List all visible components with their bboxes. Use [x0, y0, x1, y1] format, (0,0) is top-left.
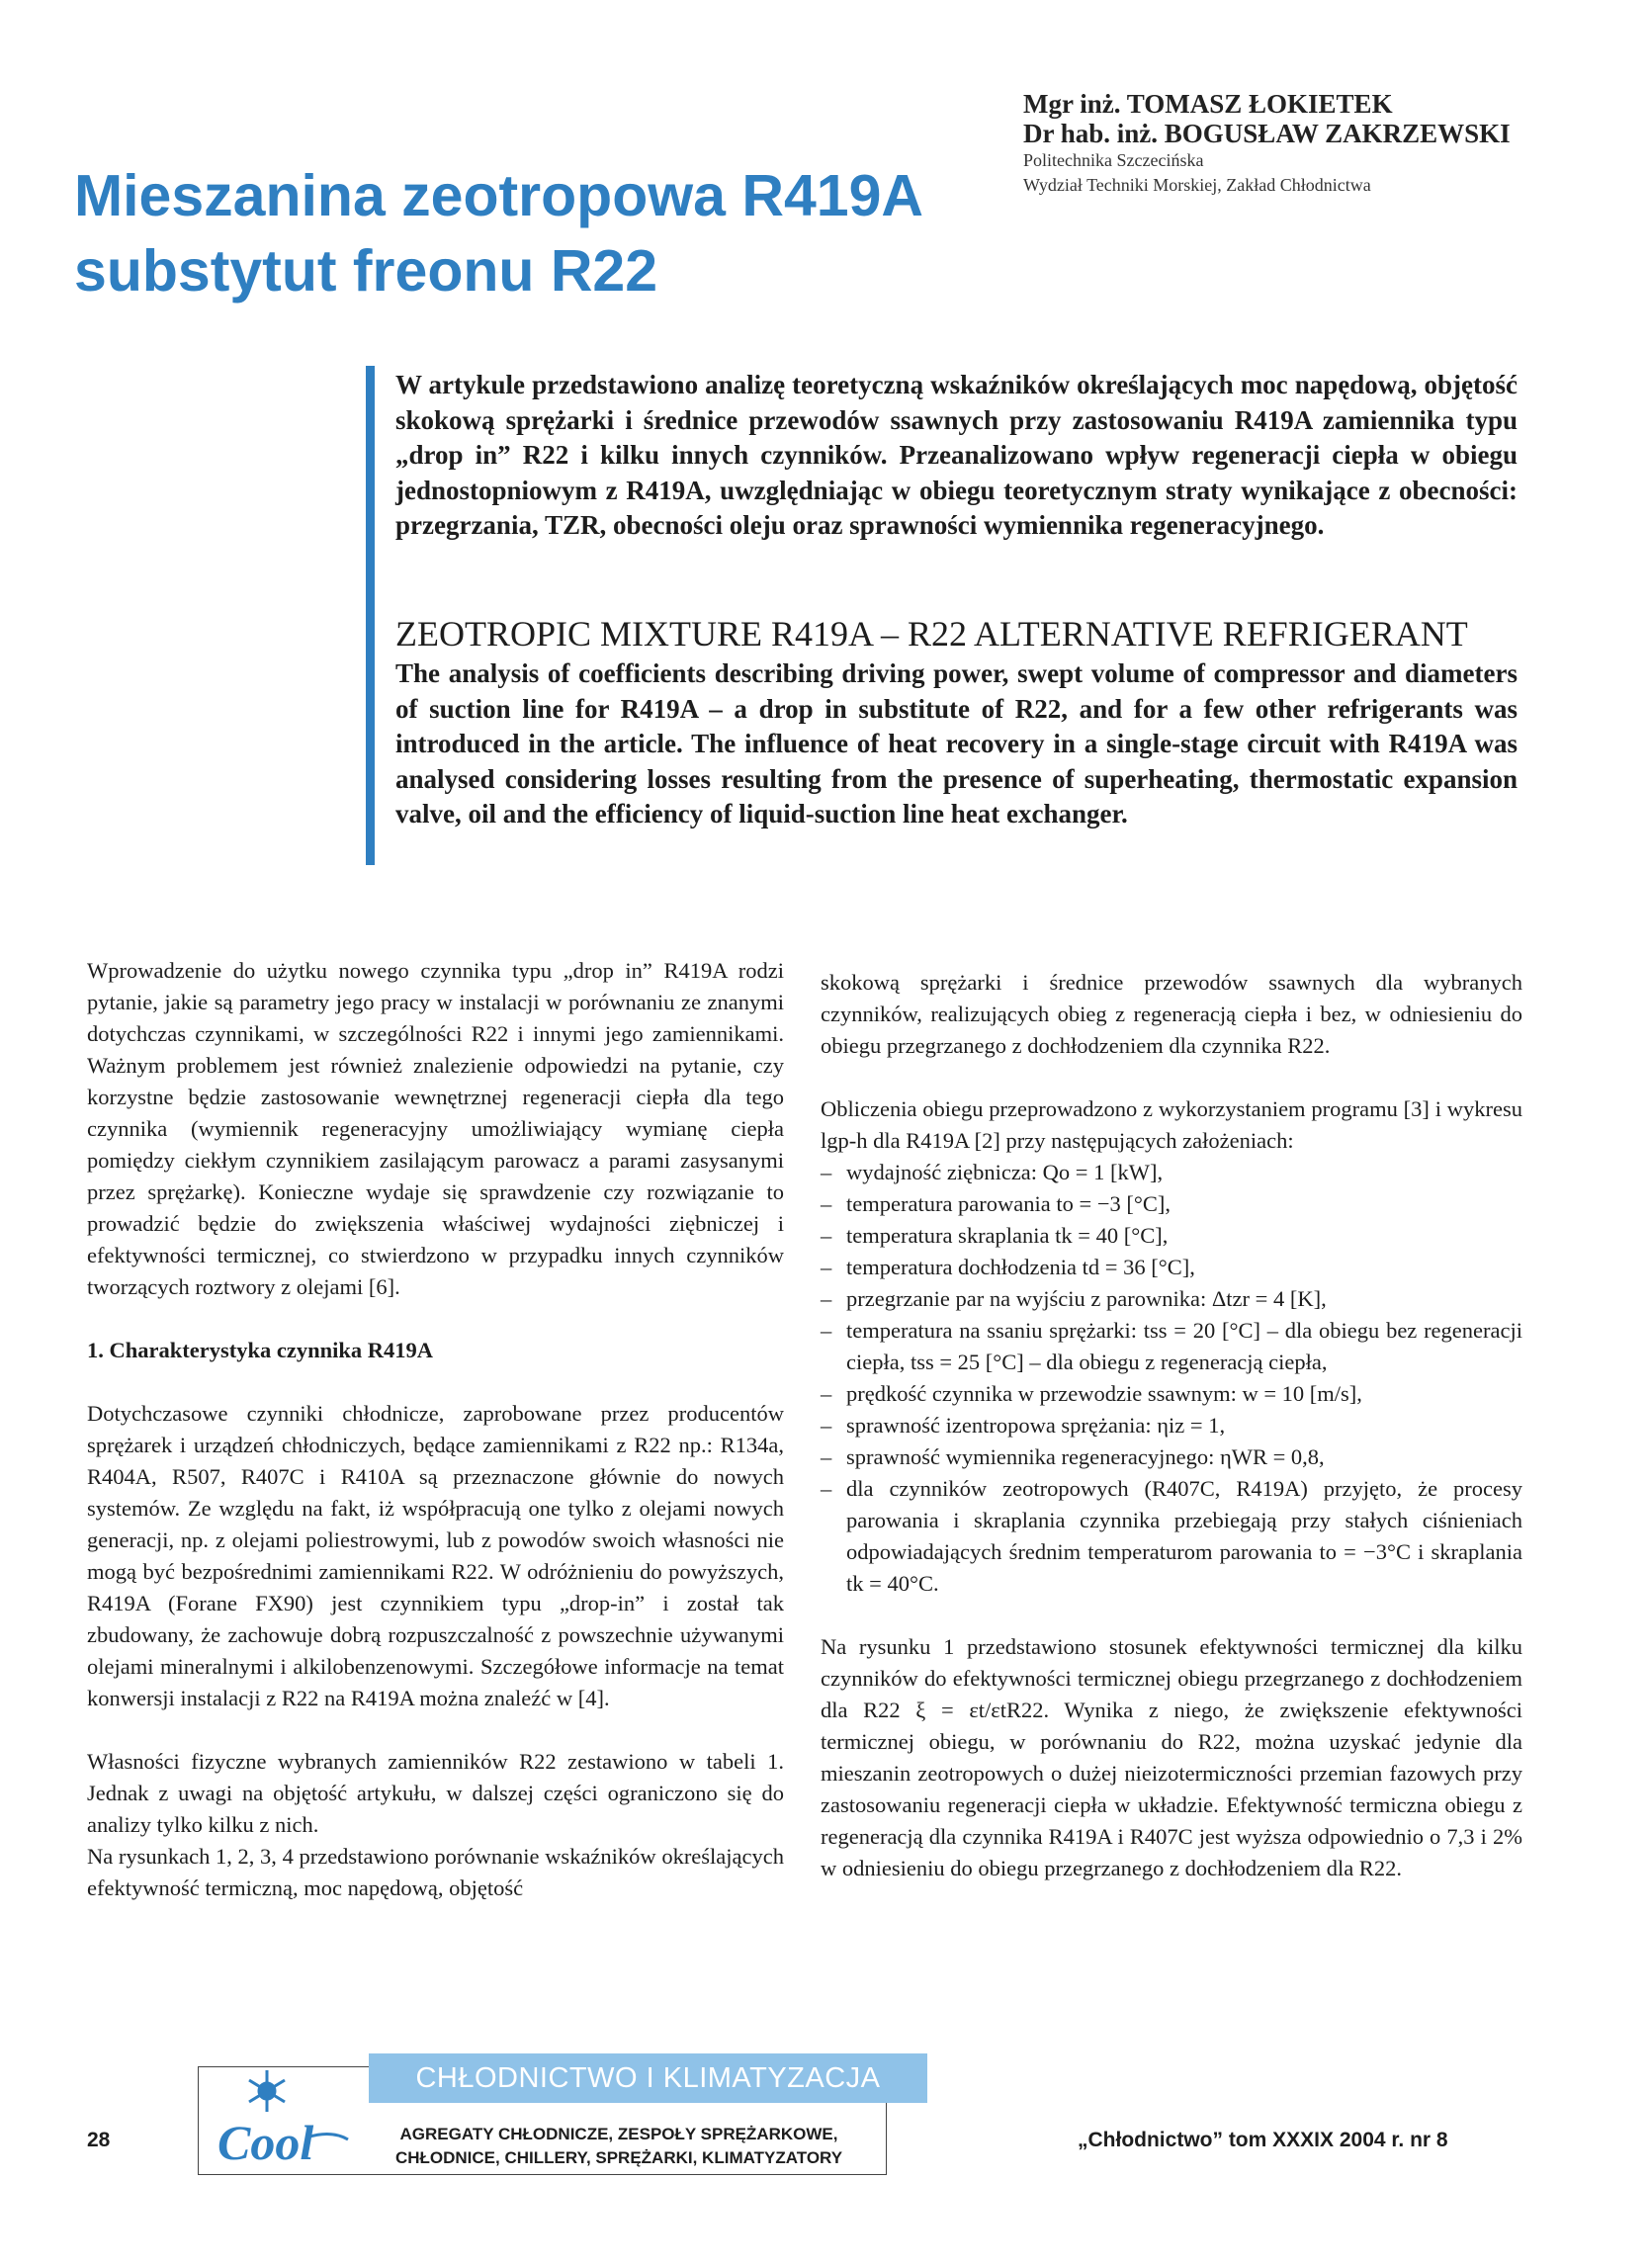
author-2: Dr hab. inż. BOGUSŁAW ZAKRZEWSKI	[1023, 119, 1511, 148]
snowflake-icon	[249, 2070, 285, 2112]
paragraph: Obliczenia obiegu przeprowadzono z wykorzystaniem programu [3] i wykresu lgp-h dla R419A [2] przy następujących założeniach:	[821, 1096, 1522, 1153]
paragraph: Na rysunkach 1, 2, 3, 4 przedstawiono porównanie wskaźników określających efektywność termiczną, moc napędową, objętość	[87, 1844, 784, 1900]
paragraph: Na rysunku 1 przedstawiono stosunek efektywności termicznej dla kilku czynników do efektywności termicznej obiegu przegrzanego z dochłodzeniem dla R22 ξ = εt/εtR22. Wynika z niego, że zwiększenie efektywności termicznej obiegu, w porównaniu do R22, można uzyskać jedynie dla mieszanin zeotropowych o dużej nieizotermiczności przemian fazowych przy zastosowaniu regeneracji ciepła w układzie. Efektywność termiczna obiegu z regeneracją dla czynnika R419A i R407C jest wyższa odpowiednio o 7,3 i 2% w odniesieniu do obiegu przegrzanego z dochłodzeniem dla R22.	[821, 1634, 1522, 1880]
paragraph: Dotychczasowe czynniki chłodnicze, zaprobowane przez producentów sprężarek i urządzeń chłodniczych, będące zamiennikami z R22 np.: R134a, R404A, R507, R407C i R410A są przeznaczone głównie do nowych systemów. Ze względu na fakt, iż współpracują one tylko z olejami nowych generacji, np. z olejami poliestrowymi, lub z powodów swoich własności nie mogą być bezpośrednimi zamiennikami R22. W odróżnieniu do powyższych, R419A (Forane FX90) jest czynnikiem typu „drop-in” i został tak zbudowany, że zachowuje dobrą rozpuszczalność z powszechnie używanymi olejami mineralnymi i alkilobenzenowymi. Szczegółowe informacje na temat konwersji instalacji z R22 na R419A można znaleźć w [4].	[87, 1401, 784, 1710]
abstract-accent-bar	[366, 366, 375, 865]
authors-block	[1023, 89, 1616, 198]
affiliation-department: Wydział Techniki Morskiej, Zakład Chłodnictwa	[1023, 175, 1371, 195]
list-item: – wydajność ziębnicza: Qo = 1 [kW],	[821, 1157, 1522, 1188]
paragraph: skokową sprężarki i średnice przewodów ssawnych dla wybranych czynników, realizujących obieg z regeneracją ciepła i bez, w odniesieniu do obiegu przegrzanego z dochłodzeniem dla czynnika R22.	[821, 970, 1522, 1058]
list-item: – temperatura parowania to = −3 [°C],	[821, 1188, 1522, 1220]
list-item: – dla czynników zeotropowych (R407C, R419A) przyjęto, że procesy parowania i skraplania czynnika przebiegają przy stałych ciśnieniach odpowiadających średnim temperaturom parowania to = −3°C i skraplania tk = 40°C.	[821, 1473, 1522, 1600]
list-item: – sprawność izentropowa sprężania: ηiz = 1,	[821, 1410, 1522, 1441]
title-line-1: Mieszanina zeotropowa R419A	[74, 163, 923, 228]
advertisement-text	[362, 2123, 876, 2170]
body-column-left	[87, 955, 784, 1904]
abstract-pl: W artykule przedstawiono analizę teoretyczną wskaźników określających moc napędową, objętość skokową sprężarki i średnice przewodów ssawnych przy zastosowaniu R419A zamiennika typu „drop in” R22 i kilku innych czynników. Przeanalizowano wpływ regeneracji ciepła w obiegu jednostopniowym z R419A, uwzględniając w obiegu teoretycznym straty wynikające z obecności: przegrzania, TZR, obecności oleju oraz sprawności wymiennika regeneracyjnego.	[395, 370, 1518, 540]
abstract-en: The analysis of coefficients describing driving power, swept volume of compressor and diameters of suction line for R419A – a drop in substitute of R22, and for a few other refrigerants was introduced in the article. The influence of heat recovery in a single-stage circuit with R419A was analysed considering losses resulting from the presence of superheating, thermostatic expansion valve, oil and the efficiency of liquid-suction line heat exchanger.	[395, 658, 1518, 829]
assumptions-list	[821, 1157, 1522, 1600]
ad-line-1: AGREGATY CHŁODNICZE, ZESPOŁY SPRĘŻARKOWE,	[399, 2125, 838, 2143]
cool-logo	[208, 2068, 356, 2172]
english-title: ZEOTROPIC MIXTURE R419A – R22 ALTERNATIVE REFRIGERANT	[395, 614, 1468, 654]
body-column-right	[821, 967, 1522, 1884]
paragraph: Wprowadzenie do użytku nowego czynnika typu „drop in” R419A rodzi pytanie, jakie są parametry jego pracy w instalacji w porównaniu ze znanymi dotychczas czynnikami, w szczególności R22 i innymi jego zamiennikami. Ważnym problemem jest również znalezienie odpowiedzi na pytanie, czy korzystne będzie zastosowanie wewnętrznej regeneracji ciepła dla tego czynnika (wymiennik regeneracyjny umożliwiający wymianę ciepła pomiędzy ciekłym czynnikiem zasilającym parowacz a parami zasysanymi przez sprężarkę). Konieczne wydaje się sprawdzenie czy rozwiązanie to prowadzić będzie do zwiększenia właściwej wydajności ziębniczej i efektywności termicznej, co stwierdzono w przypadku innych czynników tworzących roztwory z olejami [6].	[87, 958, 784, 1299]
page-number: 28	[87, 2129, 111, 2151]
list-item: – przegrzanie par na wyjściu z parownika: Δtzr = 4 [K],	[821, 1283, 1522, 1315]
title-line-2: substytut freonu R22	[74, 238, 658, 304]
paragraph: Własności fizyczne wybranych zamienników R22 zestawiono w tabeli 1. Jednak z uwagi na objętość artykułu, w dalszej części ograniczono się do analizy tylko kilku z nich.	[87, 1749, 784, 1837]
list-item: – temperatura dochłodzenia td = 36 [°C],	[821, 1252, 1522, 1283]
author-1: Mgr inż. TOMASZ ŁOKIETEK	[1023, 89, 1393, 119]
list-item: – sprawność wymiennika regeneracyjnego: ηWR = 0,8,	[821, 1441, 1522, 1473]
article-title	[74, 158, 964, 308]
affiliation-university: Politechnika Szczecińska	[1023, 150, 1204, 170]
journal-reference: „Chłodnictwo” tom XXXIX 2004 r. nr 8	[1078, 2129, 1448, 2151]
logo-word: Cool	[217, 2115, 314, 2170]
ad-line-2: CHŁODNICE, CHILLERY, SPRĘŻARKI, KLIMATYZATORY	[394, 2148, 843, 2167]
list-item: – prędkość czynnika w przewodzie ssawnym: w = 10 [m/s],	[821, 1378, 1522, 1410]
list-item: – temperatura na ssaniu sprężarki: tss = 20 [°C] – dla obiegu bez regeneracji ciepła, tss = 25 [°C] – dla obiegu z regeneracją ciepła,	[821, 1315, 1522, 1378]
advertisement-banner: CHŁODNICTWO I KLIMATYZACJA	[369, 2053, 927, 2103]
section-heading: 1. Charakterystyka czynnika R419A	[87, 1338, 434, 1362]
list-item: – temperatura skraplania tk = 40 [°C],	[821, 1220, 1522, 1252]
